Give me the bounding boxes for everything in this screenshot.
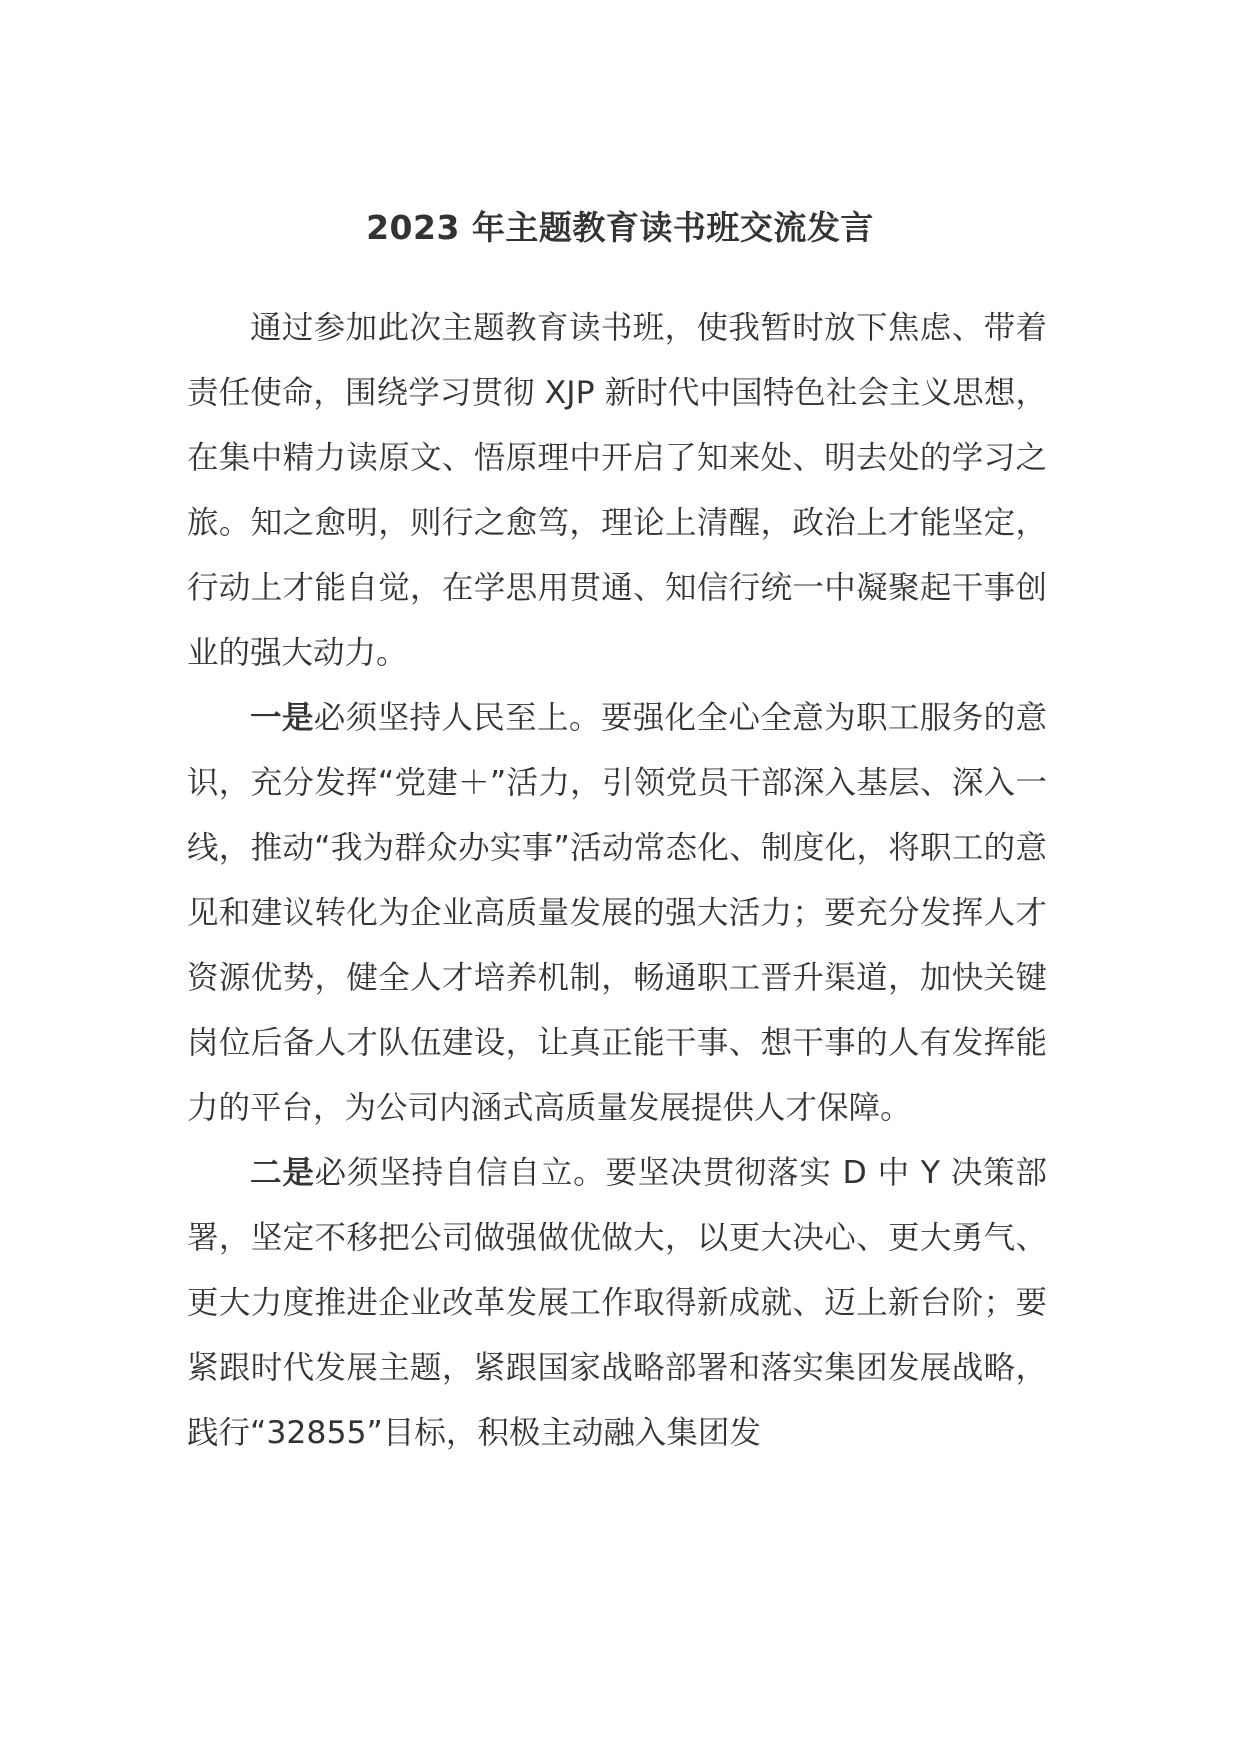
paragraph-point-one	[187, 686, 1047, 1141]
document-title: 2023 年主题教育读书班交流发言	[366, 208, 874, 247]
paragraph-lead: 一是	[250, 700, 314, 736]
paragraph-text: 通过参加此次主题教育读书班，使我暂时放下焦虑、带着责任使命，围绕学习贯彻 XJP 新时代中国特色社会主义思想，在集中精力读原文、悟原理中开启了知来处、明去处的学习之旅。知之愈明，则行之愈笃，理论上清醒，政治上才能坚定，行动上才能自觉，在学思用贯通、知信行统一中凝聚起干事创业的强大动力。	[187, 310, 1047, 671]
paragraph-lead: 二是	[250, 1155, 315, 1191]
paragraph-intro	[187, 296, 1047, 686]
paragraph-text: 必须坚持人民至上。要强化全心全意为职工服务的意识，充分发挥“党建＋”活力，引领党员干部深入基层、深入一线，推动“我为群众办实事”活动常态化、制度化，将职工的意见和建议转化为企业高质量发展的强大活力；要充分发挥人才资源优势，健全人才培养机制，畅通职工晋升渠道，加快关键岗位后备人才队伍建设，让真正能干事、想干事的人有发挥能力的平台，为公司内涵式高质量发展提供人才保障。	[187, 700, 1047, 1126]
paragraph-point-two	[187, 1141, 1047, 1466]
document-body	[187, 296, 1047, 1466]
paragraph-text: 必须坚持自信自立。要坚决贯彻落实 D 中 Y 决策部署，坚定不移把公司做强做优做大，以更大决心、更大勇气、更大力度推进企业改革发展工作取得新成就、迈上新台阶；要紧跟时代发展主题，紧跟国家战略部署和落实集团发展战略，践行“32855”目标，积极主动融入集团发	[187, 1155, 1047, 1451]
